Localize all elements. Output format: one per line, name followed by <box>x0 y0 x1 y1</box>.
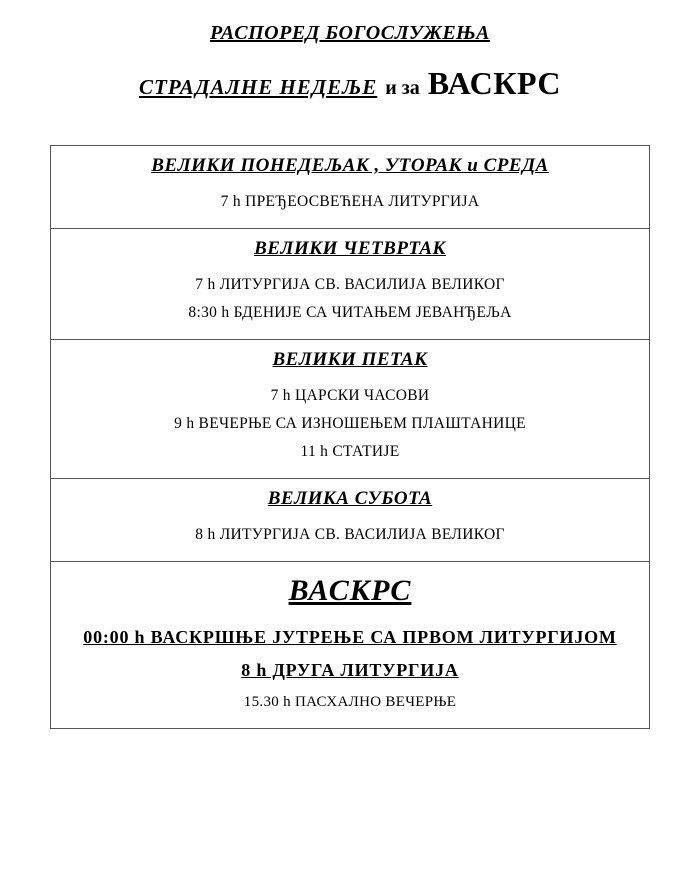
schedule-section <box>51 479 649 562</box>
schedule-section-vaskrs <box>51 562 649 728</box>
schedule-entry: 15.30 h ПАСХАЛНО ВЕЧЕРЊЕ <box>243 694 457 710</box>
schedule-entry: 11 h СТАТИЈЕ <box>300 443 400 460</box>
schedule-entry: 7 h ЦАРСКИ ЧАСОВИ <box>270 387 430 404</box>
section-entries <box>51 616 649 728</box>
schedule-entry: 7 h ЛИТУРГИЈА СВ. ВАСИЛИЈА ВЕЛИКОГ <box>195 276 505 293</box>
schedule-entry: 8:30 h БДЕНИЈЕ СА ЧИТАЊЕМ ЈЕВАНЂЕЉА <box>188 304 512 321</box>
schedule-table <box>50 145 650 729</box>
section-title: ВЕЛИКИ ПОНЕДЕЉАК , УТОРАК и СРЕДА <box>151 155 549 176</box>
schedule-section <box>51 146 649 229</box>
section-title: ВЕЛИКИ ПЕТАК <box>272 349 428 370</box>
schedule-section <box>51 229 649 340</box>
section-entries <box>51 378 649 478</box>
document-title-line-1: РАСПОРЕД БОГОСЛУЖЕЊА <box>209 22 491 44</box>
section-title: ВЕЛИКИ ЧЕТВРТАК <box>254 238 446 259</box>
section-title: ВЕЛИКА СУБОТА <box>267 488 433 509</box>
title-conjunction: и за <box>385 77 420 99</box>
schedule-entry: 9 h ВЕЧЕРЊЕ СА ИЗНОШЕЊЕМ ПЛАШТАНИЦЕ <box>174 415 526 432</box>
schedule-entry: 8 h ДРУГА ЛИТУРГИЈА <box>241 660 459 680</box>
schedule-entry: 00:00 h ВАСКРШЊЕ ЈУТРЕЊЕ СА ПРВОМ ЛИТУРГИЈОМ <box>83 627 617 647</box>
title-strastna-nedelja: СТРАДАЛНЕ НЕДЕЉЕ <box>138 75 378 99</box>
schedule-entry: 8 h ЛИТУРГИЈА СВ. ВАСИЛИЈА ВЕЛИКОГ <box>195 526 505 543</box>
document-title-line-2 <box>0 65 700 102</box>
section-entries <box>51 267 649 339</box>
document-header <box>0 0 700 102</box>
section-title: ВАСКРС <box>288 574 412 607</box>
section-entries <box>51 184 649 228</box>
title-vaskrs: ВАСКРС <box>427 65 561 101</box>
schedule-entry: 7 h ПРЕЂЕОСВЕЋЕНА ЛИТУРГИЈА <box>220 193 480 210</box>
section-entries <box>51 517 649 561</box>
schedule-section <box>51 340 649 479</box>
